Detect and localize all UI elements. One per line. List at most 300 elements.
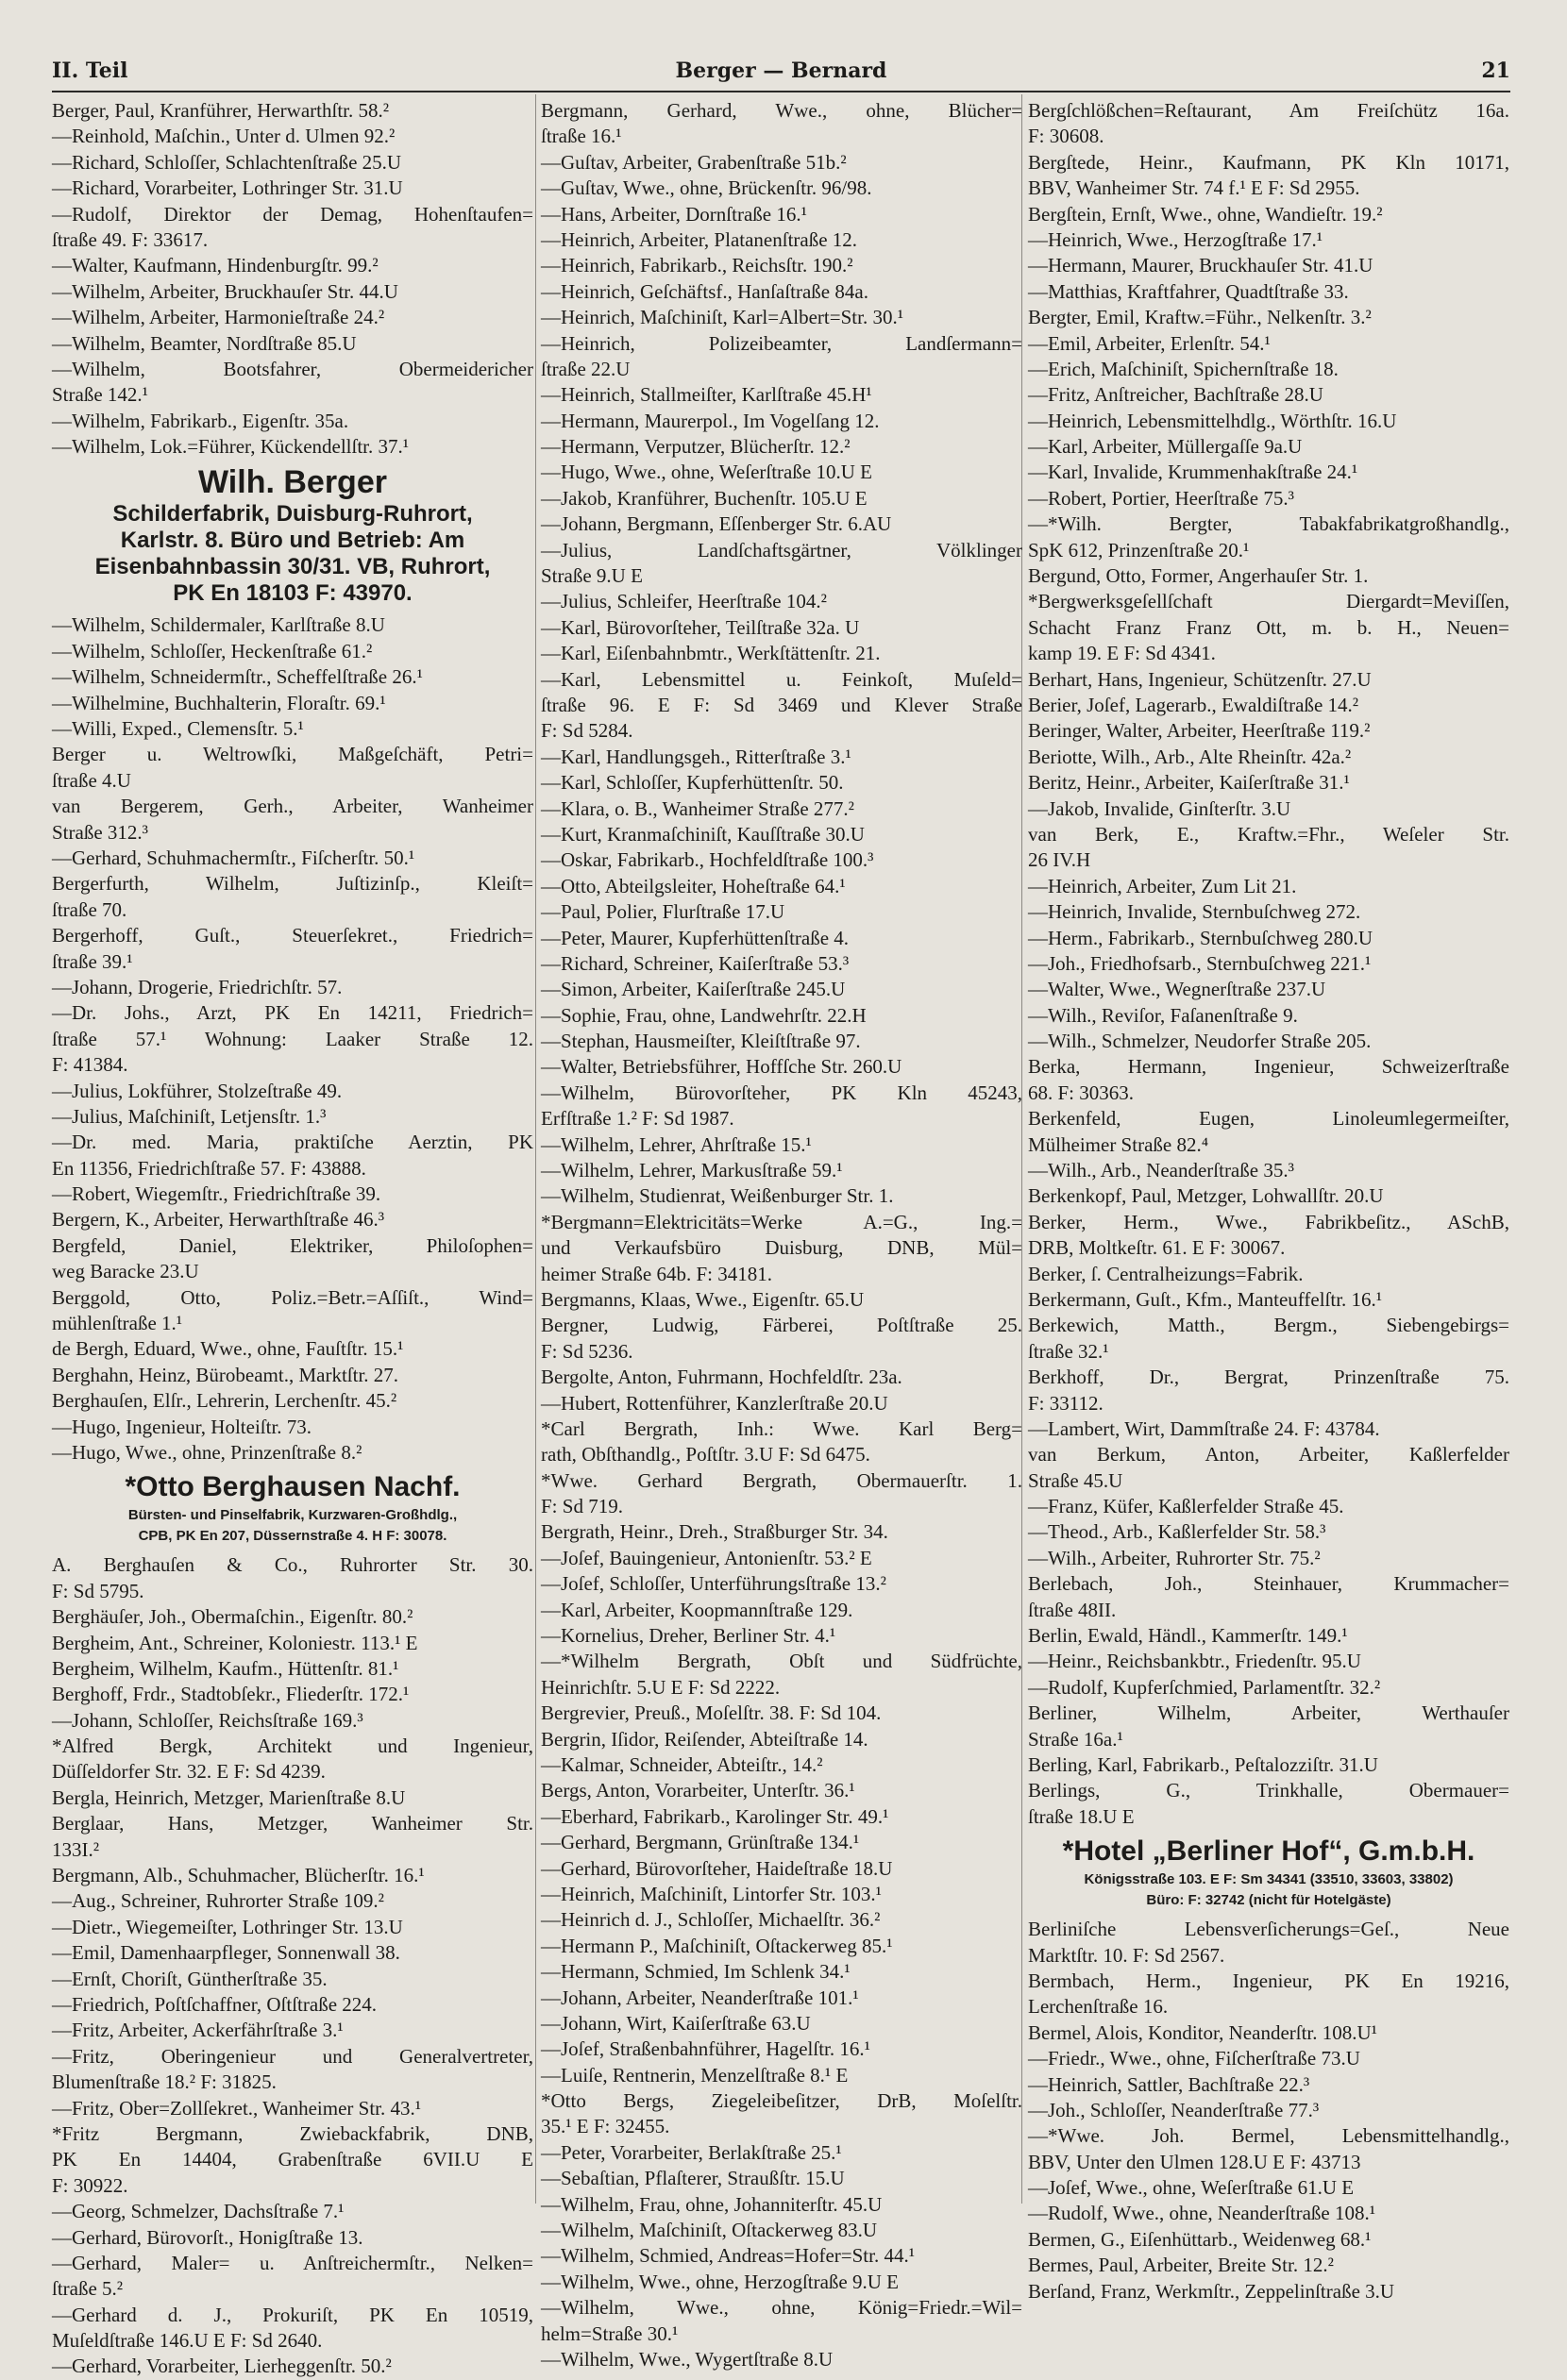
directory-entry (541, 1081, 1022, 1132)
directory-entry (541, 98, 1022, 150)
directory-entry (52, 150, 533, 176)
entry-line: —Wilhelm, Schmied, Andreas=Hofer=Str. 44.¹ (541, 2244, 915, 2268)
advertisement-line: CPB, PK En 207, Düssernstraße 4. H F: 30078. (138, 1528, 447, 1545)
directory-entry (52, 1915, 533, 1940)
entry-line: —Georg, Schmelzer, Dachsſtraße 7.¹ (52, 2200, 345, 2223)
directory-entry (52, 1182, 533, 1207)
entry-line: —Otto, Abteilgsleiter, Hoheſtraße 64.¹ (541, 874, 846, 897)
entry-line: Bergmanns, Klaas, Wwe., Eigenſtr. 65.U (541, 1287, 865, 1311)
advertisement-title: *Otto Berghausen Nachf. (125, 1471, 461, 1503)
directory-entry (52, 305, 533, 330)
directory-entry (1028, 305, 1509, 330)
entry-line: —Dr. med. Maria, praktiſche Aerztin, PK (52, 1131, 533, 1154)
directory-entry (1028, 822, 1509, 874)
entry-line: —Julius, Lokführer, Stolzeſtraße 49. (52, 1079, 343, 1102)
entry-line: Straße 142.¹ (52, 383, 148, 407)
directory-entry (541, 1158, 1022, 1183)
entry-line: Erfſtraße 1.² F: Sd 1987. (541, 1107, 734, 1131)
entry-line: Berghauſen, Elſr., Lehrerin, Lerchenſtr. 45.² (52, 1389, 397, 1413)
directory-entry (1028, 1313, 1509, 1365)
entry-line: —Hermann, Maurer, Bruckhauſer Str. 41.U (1028, 254, 1373, 277)
entry-line: —Hugo, Ingenieur, Holteiſtr. 73. (52, 1415, 312, 1438)
entry-line: —Richard, Schloſſer, Schlachtenſtraße 25.U (52, 150, 402, 174)
directory-entry (1028, 1210, 1509, 1262)
entry-line: Blumenſtraße 18.² F: 31825. (52, 2070, 277, 2094)
directory-entry (541, 2192, 1022, 2218)
entry-line: —Wilhelm, Maſchiniſt, Oſtackerweg 83.U (541, 2219, 878, 2242)
directory-entry (1028, 796, 1509, 822)
entry-line: —Wilhelm, Bootsfahrer, Obermeidericher (52, 357, 533, 380)
directory-entry (52, 871, 533, 923)
entry-line: Bermes, Paul, Arbeiter, Breite Str. 12.² (1028, 2254, 1334, 2277)
directory-entry (1028, 1106, 1509, 1158)
directory-entry (541, 874, 1022, 899)
entry-line: ſtraße 18.U E (1028, 1804, 1135, 1828)
entry-line: —Paul, Polier, Flurſtraße 17.U (541, 900, 785, 924)
directory-entry (541, 899, 1022, 925)
entry-line: —Karl, Eiſenbahnbmtr., Werkſtättenſtr. 21. (541, 642, 881, 665)
entry-line: helm=Straße 30.¹ (541, 2321, 679, 2345)
entry-line: —Gerhard, Bürovorſteher, Haideſtraße 18.U (541, 1856, 893, 1880)
entry-line: mühlenſtraße 1.¹ (52, 1312, 183, 1335)
directory-entry (541, 1571, 1022, 1597)
entry-line: —Dietr., Wiegemeiſter, Lothringer Str. 13.U (52, 1915, 403, 1938)
directory-entry (52, 1604, 533, 1630)
entry-line: —Aug., Schreiner, Ruhrorter Straße 109.² (52, 1889, 384, 1913)
directory-entry (541, 1287, 1022, 1313)
entry-line: —Hermann, Schmied, Im Schlenk 34.¹ (541, 1960, 851, 1984)
directory-entry (52, 357, 533, 409)
directory-entry (52, 2251, 533, 2303)
header-rule (52, 91, 1510, 92)
directory-entry (541, 486, 1022, 511)
entry-line: F: 30608. (1028, 125, 1104, 148)
entry-line: —Johann, Drogerie, Friedrichſtr. 57. (52, 975, 343, 998)
entry-line: Berkenfeld, Eugen, Linoleumlegermeiſter, (1028, 1107, 1509, 1131)
entry-line: —Wilhelm, Frau, ohne, Johanniterſtr. 45.U (541, 2192, 883, 2216)
entry-line: Bergheim, Wilhelm, Kaufm., Hüttenſtr. 81.¹ (52, 1656, 399, 1680)
entry-line: —Stephan, Hausmeiſter, Kleiſtſtraße 97. (541, 1030, 861, 1053)
entry-line: —Fritz, Arbeiter, Ackerfährſtraße 3.¹ (52, 2019, 344, 2042)
entry-line: —Joh., Friedhofsarb., Sternbuſchweg 221.¹ (1028, 951, 1372, 975)
directory-entry (541, 1934, 1022, 1959)
directory-column-2 (541, 98, 1022, 2372)
directory-entry (52, 1992, 533, 2018)
directory-entry (52, 664, 533, 690)
entry-line: 133I.² (52, 1837, 100, 1861)
entry-line: Berggold, Otto, Poliz.=Betr.=Aſſiſt., Wind= (52, 1285, 533, 1309)
directory-entry (1028, 1778, 1509, 1830)
directory-entry (52, 639, 533, 664)
directory-entry (52, 1656, 533, 1682)
directory-entry (541, 331, 1022, 383)
entry-line: —Heinrich, Arbeiter, Platanenſtraße 12. (541, 227, 858, 251)
entry-line: —Heinrich, Sattler, Bachſtraße 22.³ (1028, 2072, 1310, 2096)
entry-line: Lerchenſtraße 16. (1028, 1995, 1169, 2019)
directory-entry (541, 2088, 1022, 2140)
directory-entry (52, 1104, 533, 1130)
directory-entry (1028, 1365, 1509, 1416)
directory-entry (52, 1552, 533, 1604)
directory-entry (1028, 227, 1509, 253)
directory-entry (541, 1804, 1022, 1830)
directory-entry (52, 846, 533, 871)
entry-line: Bergſtede, Heinr., Kaufmann, PK Kln 10171, (1028, 150, 1509, 174)
entry-line: A. Berghauſen & Co., Ruhrorter Str. 30. (52, 1553, 533, 1577)
directory-entry (1028, 253, 1509, 278)
directory-entry (52, 1130, 533, 1182)
entry-line: Bergmann, Alb., Schuhmacher, Blücherſtr. 16.¹ (52, 1864, 425, 1887)
directory-entry (1028, 1546, 1509, 1571)
entry-line: —Wilhelm, Wwe., ohne, Herzogſtraße 9.U E (541, 2270, 899, 2293)
entry-line: weg Baracke 23.U (52, 1260, 199, 1283)
entry-line: —Wilhelm, Schloſſer, Heckenſtraße 61.² (52, 639, 373, 662)
directory-entry (52, 176, 533, 201)
directory-entry (52, 2044, 533, 2096)
entry-line: —Karl, Bürovorſteher, Teilſtraße 32a. U (541, 615, 860, 639)
entry-line: —Friedrich, Poſtſchaffner, Oſtſtraße 224. (52, 1993, 378, 2016)
directory-entry (52, 1363, 533, 1388)
directory-entry (52, 1285, 533, 1337)
directory-entry (541, 538, 1022, 590)
directory-entry (541, 1210, 1022, 1287)
entry-line: —Johann, Schloſſer, Reichsſtraße 169.³ (52, 1708, 363, 1732)
entry-line: —Jakob, Invalide, Ginſterſtr. 3.U (1028, 796, 1291, 820)
directory-entry (541, 1546, 1022, 1571)
directory-entry (1028, 1416, 1509, 1442)
directory-entry (541, 227, 1022, 253)
directory-entry (541, 2347, 1022, 2372)
entry-line: ſtraße 22.U (541, 357, 631, 380)
directory-entry (1028, 1262, 1509, 1287)
directory-entry (52, 1811, 533, 1863)
entry-line: van Berk, E., Kraftw.=Fhr., Weſeler Str. (1028, 822, 1509, 846)
directory-entry (1028, 2072, 1509, 2098)
entry-line: Bergheim, Ant., Schreiner, Koloniestr. 113.¹ E (52, 1631, 418, 1654)
directory-entry (52, 2225, 533, 2251)
entry-line: F: Sd 5236. (541, 1339, 633, 1363)
entry-line: Berkermann, Guſt., Kfm., Manteuffelſtr. 16.¹ (1028, 1287, 1383, 1311)
directory-entry (541, 409, 1022, 434)
directory-entry (1028, 2123, 1509, 2175)
directory-entry (52, 1863, 533, 1888)
entry-line: Bergfeld, Daniel, Elektriker, Philoſophen= (52, 1233, 533, 1257)
entry-line: —Fritz, Oberingenieur und Generalvertreter, (52, 2044, 533, 2068)
directory-entry (52, 2303, 533, 2355)
directory-entry (541, 641, 1022, 666)
directory-entry (541, 1623, 1022, 1649)
directory-entry (1028, 2175, 1509, 2201)
entry-line: —Karl, Handlungsgeh., Ritterſtraße 3.¹ (541, 745, 851, 768)
entry-line: —Heinrich, Wwe., Herzogſtraße 17.¹ (1028, 227, 1323, 251)
directory-entry (1028, 2098, 1509, 2123)
advertisement-line: Eisenbahnbassin 30/31. VB, Ruhrort, (94, 554, 491, 580)
entry-line: —Gerhard, Maler= u. Anſtreichermſtr., Nelken= (52, 2251, 533, 2274)
entry-line: Berliner, Wilhelm, Arbeiter, Werthauſer (1028, 1701, 1509, 1725)
entry-line: —Wilhelm, Lok.=Führer, Kückendellſtr. 37.¹ (52, 435, 410, 459)
directory-entry (541, 822, 1022, 847)
entry-line: —Heinrich, Stallmeiſter, Karlſtraße 45.H¹ (541, 383, 872, 407)
entry-line: F: Sd 719. (541, 1495, 623, 1518)
directory-entry (1028, 1287, 1509, 1313)
directory-entry (541, 1416, 1022, 1468)
directory-entry (1028, 1519, 1509, 1545)
directory-entry (541, 770, 1022, 796)
entry-line: Bergmann, Gerhard, Wwe., ohne, Blücher= (541, 99, 1022, 122)
directory-entry (1028, 279, 1509, 305)
entry-line: —Wilhelm, Arbeiter, Bruckhauſer Str. 44.U (52, 279, 398, 303)
directory-entry (1028, 331, 1509, 357)
directory-entry (52, 1079, 533, 1104)
directory-entry (52, 2121, 533, 2199)
directory-entry (541, 1778, 1022, 1803)
entry-line: van Berkum, Anton, Arbeiter, Kaßlerfelder (1028, 1443, 1509, 1467)
directory-entry (52, 2199, 533, 2224)
entry-line: —Johann, Arbeiter, Neanderſtraße 101.¹ (541, 1986, 859, 2009)
directory-entry (52, 1233, 533, 1285)
entry-line: —Wilhelm, Fabrikarb., Eigenſtr. 35a. (52, 409, 349, 432)
entry-line: —Walter, Kaufmann, Hindenburgſtr. 99.² (52, 254, 379, 277)
directory-entry (52, 1967, 533, 1992)
entry-line: —Wilhelm, Bürovorſteher, PK Kln 45243, (541, 1081, 1022, 1104)
directory-entry (52, 691, 533, 716)
directory-entry (52, 1336, 533, 1362)
directory-entry (1028, 357, 1509, 382)
directory-entry (52, 1785, 533, 1811)
entry-line: Bergter, Emil, Kraftw.=Führ., Nelkenſtr. 3.² (1028, 306, 1372, 329)
directory-entry (541, 1882, 1022, 1907)
entry-line: —Emil, Damenhaarpfleger, Sonnenwall 38. (52, 1941, 400, 1965)
entry-line: —Hermann, Verputzer, Blücherſtr. 12.² (541, 435, 851, 459)
directory-entry (541, 305, 1022, 330)
entry-line: —Kurt, Kranmaſchiniſt, Kauſſtraße 30.U (541, 822, 865, 846)
directory-entry (52, 1440, 533, 1466)
entry-line: ſtraße 49. F: 33617. (52, 227, 209, 251)
advertisement-line: Königsstraße 103. E F: Sm 34341 (33510, 33603, 33802) (1084, 1871, 1454, 1888)
entry-line: Straße 16a.¹ (1028, 1727, 1123, 1751)
directory-entry (52, 202, 533, 254)
entry-line: *Bergwerksgeſellſchaft Diergardt=Meviſſen, (1028, 590, 1509, 613)
entry-line: —Julius, Schleifer, Heerſtraße 104.² (541, 590, 827, 613)
entry-line: *Otto Bergs, Ziegeleibeſitzer, DrB, Moſelſtr. (541, 2089, 1022, 2113)
entry-line: Berger u. Weltrowſki, Maßgeſchäft, Petri= (52, 743, 533, 766)
entry-line: *Wwe. Gerhard Bergrath, Obermauerſtr. 1. (541, 1468, 1022, 1492)
entry-line: Berhart, Hans, Ingenieur, Schützenſtr. 27.U (1028, 667, 1372, 691)
entry-line: Berglaar, Hans, Metzger, Wanheimer Str. (52, 1812, 533, 1835)
entry-line: —Julius, Landſchaftsgärtner, Völklinger (541, 538, 1022, 561)
directory-entry (52, 279, 533, 305)
entry-line: —Wilhelm, Studienrat, Weißenburger Str. 1. (541, 1184, 894, 1208)
directory-entry (1028, 1054, 1509, 1106)
directory-entry (541, 926, 1022, 951)
entry-line: F: Sd 5795. (52, 1579, 144, 1602)
entry-line: —Walter, Betriebsführer, Hoffſche Str. 260.U (541, 1055, 902, 1079)
entry-line: 68. F: 30363. (1028, 1081, 1135, 1104)
entry-line: —Oskar, Fabrikarb., Hochfeldſtraße 100.³ (541, 848, 874, 872)
entry-line: —Heinrich d. J., Schloſſer, Michaelſtr. 36.² (541, 1908, 881, 1932)
directory-entry (541, 667, 1022, 745)
entry-line: —Hugo, Wwe., ohne, Prinzenſtraße 8.² (52, 1440, 362, 1464)
entry-line: *Alfred Bergk, Architekt und Ingenieur, (52, 1735, 533, 1758)
entry-line: Straße 9.U E (541, 564, 643, 588)
entry-line: —Wilhelm, Wwe., ohne, König=Friedr.=Wil= (541, 2296, 1022, 2320)
entry-line: ſtraße 39.¹ (52, 949, 133, 973)
advertisement-line: Karlstr. 8. Büro und Betrieb: Am (120, 528, 465, 554)
directory-entry (1028, 1675, 1509, 1701)
directory-entry (1028, 1442, 1509, 1494)
directory-entry (1028, 434, 1509, 460)
entry-line: de Bergh, Eduard, Wwe., ohne, Fauſtſtr. 15.¹ (52, 1337, 404, 1361)
directory-entry (1028, 1003, 1509, 1029)
entry-line: —Ernſt, Choriſt, Güntherſtraße 35. (52, 1967, 328, 1990)
directory-entry (52, 1631, 533, 1656)
entry-line: Berier, Joſef, Lagerarb., Ewaldiſtraße 14.² (1028, 693, 1359, 716)
entry-line: Berlin, Ewald, Händl., Kammerſtr. 149.¹ (1028, 1624, 1348, 1648)
entry-line: Bergerfurth, Wilhelm, Juſtizinſp., Kleiſt= (52, 872, 533, 896)
section-label: II. Teil (52, 59, 128, 83)
entry-line: F: Sd 5284. (541, 719, 633, 743)
directory-entry (1028, 977, 1509, 1002)
column-divider (535, 94, 536, 2204)
directory-entry (1028, 589, 1509, 666)
entry-line: Heinrichſtr. 5.U E F: Sd 2222. (541, 1675, 781, 1699)
entry-line: Berlings, G., Trinkhalle, Obermauer= (1028, 1779, 1509, 1802)
directory-entry (541, 1986, 1022, 2011)
entry-line: Berling, Karl, Fabrikarb., Peſtalozziſtr. 31.U (1028, 1753, 1378, 1776)
directory-entry (541, 1752, 1022, 1778)
advertisement-line: PK En 18103 F: 43970. (173, 580, 413, 607)
directory-entry (541, 176, 1022, 201)
directory-entry (541, 1054, 1022, 1080)
directory-entry (541, 1391, 1022, 1416)
entry-line: F: 30922. (52, 2173, 128, 2197)
directory-entry (1028, 563, 1509, 589)
entry-line: —Eberhard, Fabrikarb., Karolinger Str. 49.¹ (541, 1804, 889, 1828)
entry-line: —Wilhelm, Wwe., Wygertſtraße 8.U (541, 2347, 834, 2371)
entry-line: Muſeldſtraße 146.U E F: Sd 2640. (52, 2329, 323, 2353)
page-number: 21 (1481, 59, 1510, 83)
entry-line: ſtraße 70. (52, 897, 127, 921)
entry-line: Straße 312.³ (52, 820, 148, 844)
directory-entry (52, 124, 533, 149)
directory-entry (1028, 150, 1509, 202)
directory-entry (52, 1000, 533, 1078)
directory-entry (541, 951, 1022, 977)
directory-entry (52, 1682, 533, 1707)
directory-entry (1028, 202, 1509, 227)
entry-line: Berghoff, Frdr., Stadtobſekr., Fliederſtr. 172.¹ (52, 1683, 410, 1706)
directory-entry (52, 1388, 533, 1414)
entry-line: Berghäuſer, Joh., Obermaſchin., Eigenſtr. 80.² (52, 1605, 413, 1629)
directory-column-1 (52, 98, 533, 2380)
entry-line: kamp 19. E F: Sd 4341. (1028, 642, 1216, 665)
directory-entry (541, 2166, 1022, 2191)
directory-entry (541, 279, 1022, 305)
entry-line: —*Wilhelm Bergrath, Obſt und Südfrüchte, (541, 1650, 1022, 1673)
entry-line: Berka, Hermann, Ingenieur, Schweizerſtraße (1028, 1055, 1509, 1079)
directory-entry (52, 98, 533, 124)
entry-line: —Hubert, Rottenführer, Kanzlerſtraße 20.U (541, 1391, 888, 1415)
directory-entry (1028, 899, 1509, 925)
directory-entry (52, 716, 533, 742)
directory-entry (1028, 718, 1509, 744)
entry-line: —Heinrich, Arbeiter, Zum Lit 21. (1028, 874, 1297, 897)
entry-line: En 11356, Friedrichſtraße 57. F: 43888. (52, 1156, 366, 1180)
entry-line: —Wilh., Arb., Neanderſtraße 35.³ (1028, 1159, 1294, 1182)
entry-line: —Wilhelm, Lehrer, Markusſtraße 59.¹ (541, 1159, 843, 1182)
directory-entry (541, 1907, 1022, 1933)
advertisement-line: Schilderfabrik, Duisburg-Ruhrort, (112, 501, 473, 528)
directory-entry (52, 1734, 533, 1785)
entry-line: Berlebach, Joh., Steinhauer, Krummacher= (1028, 1572, 1509, 1596)
entry-line: Berkhoff, Dr., Bergrat, Prinzenſtraße 75. (1028, 1366, 1509, 1389)
entry-line: BBV, Unter den Ulmen 128.U E F: 43713 (1028, 2150, 1361, 2173)
entry-line: —Wilhelm, Schildermaler, Karlſtraße 8.U (52, 613, 385, 637)
entry-line: Bergern, K., Arbeiter, Herwarthſtraße 46.³ (52, 1208, 385, 1232)
entry-line: —Robert, Portier, Heerſtraße 75.³ (1028, 486, 1294, 510)
entry-line: —Rudolf, Kupferſchmied, Parlamentſtr. 32.² (1028, 1675, 1381, 1699)
directory-entry (541, 2218, 1022, 2243)
entry-line: —Wilh., Reviſor, Faſanenſtraße 9. (1028, 1003, 1298, 1027)
entry-line: —Rudolf, Wwe., ohne, Neanderſtraße 108.¹ (1028, 2202, 1376, 2225)
entry-line: —Wilhelm, Schneidermſtr., Scheffelſtraße 26.¹ (52, 665, 423, 689)
directory-entry (1028, 1969, 1509, 2020)
entry-line: ſtraße 16.¹ (541, 125, 622, 148)
entry-line: —Sebaſtian, Pflaſterer, Straußſtr. 15.U (541, 2167, 845, 2190)
entry-line: ſtraße 4.U (52, 768, 131, 792)
entry-line: —Joſef, Wwe., ohne, Weſerſtraße 61.U E (1028, 2176, 1355, 2200)
directory-entry (541, 1701, 1022, 1726)
entry-line: —Jakob, Kranführer, Buchenſtr. 105.U E (541, 486, 868, 510)
entry-line: —Guſtav, Arbeiter, Grabenſtraße 51b.² (541, 150, 847, 174)
directory-entry (541, 1727, 1022, 1752)
entry-line: ſtraße 32.¹ (1028, 1339, 1109, 1363)
entry-line: —Franz, Küfer, Kaßlerfelder Straße 45. (1028, 1495, 1344, 1518)
directory-entry (1028, 770, 1509, 796)
entry-line: —Hermann, Maurerpol., Im Vogelſang 12. (541, 409, 880, 432)
entry-line: —Wilh., Arbeiter, Ruhrorter Str. 75.² (1028, 1546, 1321, 1569)
entry-line: ſtraße 57.¹ Wohnung: Laaker Straße 12. (52, 1027, 533, 1050)
advertisement-title: Wilh. Berger (198, 464, 387, 501)
entry-line: —Heinrich, Geſchäftsf., Hanſaſtraße 84a. (541, 279, 868, 303)
directory-entry (541, 1959, 1022, 1985)
entry-line: —Walter, Wwe., Wegnerſtraße 237.U (1028, 978, 1326, 1001)
entry-line: —Wilh., Schmelzer, Neudorfer Straße 205. (1028, 1030, 1372, 1053)
directory-entry (52, 2018, 533, 2043)
entry-line: —Peter, Vorarbeiter, Berlakſtraße 25.¹ (541, 2140, 842, 2164)
entry-line: Bergſtein, Ernſt, Wwe., ohne, Wandieſtr. 19.² (1028, 202, 1383, 226)
entry-line: —Heinrich, Maſchiniſt, Karl=Albert=Str. 30.¹ (541, 306, 903, 329)
directory-entry (1028, 2279, 1509, 2305)
directory-entry (52, 923, 533, 975)
entry-line: Bermel, Alois, Konditor, Neanderſtr. 108.U¹ (1028, 2020, 1377, 2044)
entry-line: —Joh., Schloſſer, Neanderſtraße 77.³ (1028, 2098, 1320, 2121)
entry-line: *Carl Bergrath, Inh.: Wwe. Karl Berg= (541, 1416, 1022, 1440)
entry-line: —Gerhard d. J., Prokuriſt, PK En 10519, (52, 2303, 533, 2326)
entry-line: Beringer, Walter, Arbeiter, Heerſtraße 119.² (1028, 719, 1371, 743)
directory-entry (52, 434, 533, 460)
directory-entry (1028, 745, 1509, 770)
directory-entry (52, 331, 533, 357)
directory-entry (541, 1183, 1022, 1209)
entry-line: —Gerhard, Bergmann, Grünſtraße 134.¹ (541, 1831, 860, 1854)
entry-line: —Reinhold, Maſchin., Unter d. Ulmen 92.² (52, 125, 396, 148)
directory-entry (541, 2140, 1022, 2166)
directory-entry (1028, 1183, 1509, 1209)
entry-line: DRB, Moltkeſtr. 61. E F: 30067. (1028, 1236, 1286, 1260)
directory-entry (541, 2243, 1022, 2269)
entry-line: —Theod., Arb., Kaßlerfelder Str. 58.³ (1028, 1520, 1326, 1544)
